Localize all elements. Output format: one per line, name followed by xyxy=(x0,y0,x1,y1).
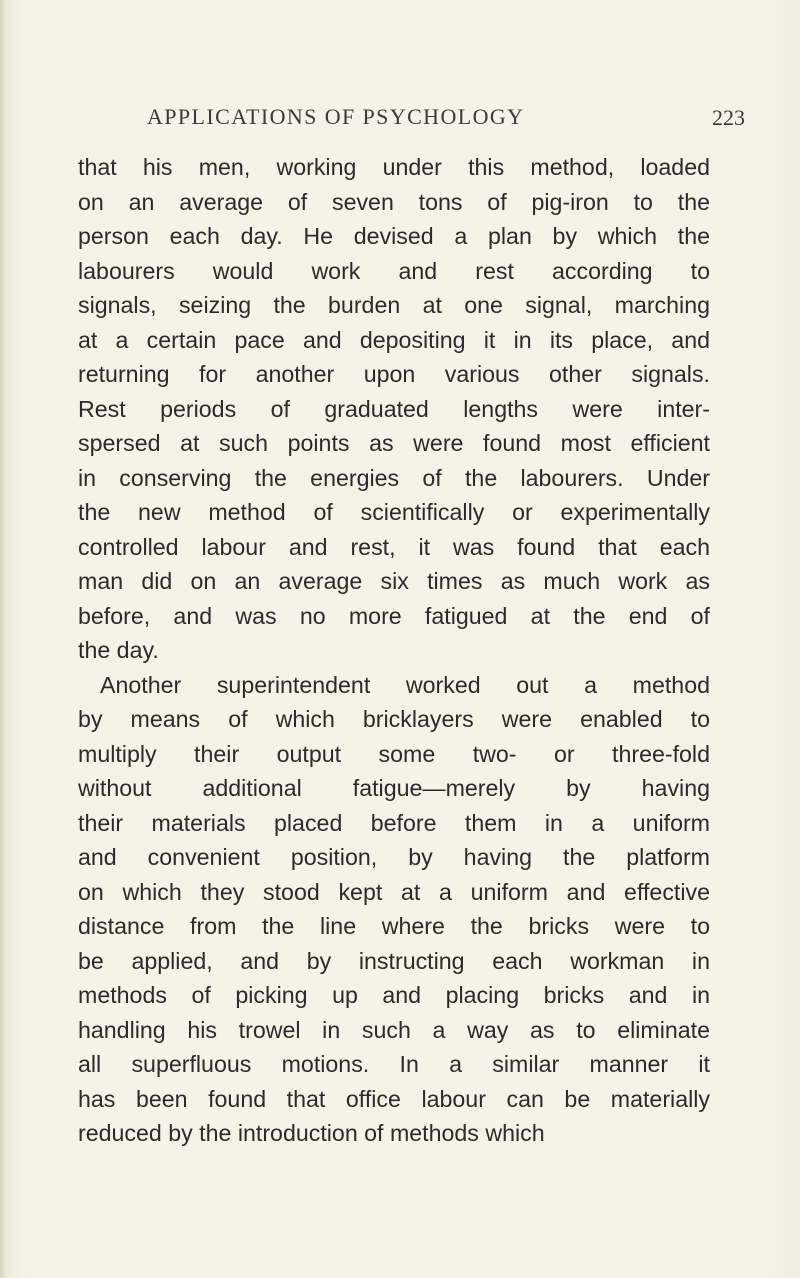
page-number: 223 xyxy=(712,105,745,130)
page-header xyxy=(0,104,800,134)
paragraph-end-line: the day. xyxy=(78,637,159,663)
text-line: signals, seizing the burden at one signal, marching xyxy=(78,292,710,318)
text-line: labourers would work and rest according to xyxy=(78,257,710,284)
text-line: their materials placed before them in a uniform xyxy=(78,809,710,836)
text-line: by means of which bricklayers were enabled to xyxy=(78,706,710,732)
text-line: controlled labour and rest, it was found that each xyxy=(78,533,710,560)
text-line: on an average of seven tons of pig-iron to the xyxy=(78,188,710,215)
body-text xyxy=(78,150,710,1151)
text-line: be applied, and by instructing each workman in xyxy=(78,947,710,974)
text-line: that his men, working under this method, loaded xyxy=(78,154,710,180)
text-line: reduced by the introduction of methods which xyxy=(78,1120,545,1146)
text-line: before, and was no more fatigued at the end of xyxy=(78,602,710,629)
text-line: man did on an average six times as much work as xyxy=(78,568,710,594)
text-line: handling his trowel in such a way as to eliminate xyxy=(78,1016,710,1043)
running-head: APPLICATIONS OF PSYCHOLOGY xyxy=(147,104,525,129)
text-line: Rest periods of graduated lengths were inter- xyxy=(78,395,710,422)
text-line: returning for another upon various other signals. xyxy=(78,361,710,387)
text-line: methods of picking up and placing bricks and in xyxy=(78,982,710,1008)
paragraph-start-line: Another superintendent worked out a method xyxy=(100,671,710,698)
text-line: spersed at such points as were found most efficient xyxy=(78,430,710,456)
text-line: has been found that office labour can be materially xyxy=(78,1085,710,1112)
text-line: distance from the line where the bricks were to xyxy=(78,913,710,939)
text-line: the new method of scientifically or experimentally xyxy=(78,499,710,525)
text-line: person each day. He devised a plan by which the xyxy=(78,223,710,249)
text-line: without additional fatigue—merely by having xyxy=(78,775,710,801)
text-line: in conserving the energies of the labourers. Under xyxy=(78,464,710,491)
text-line: at a certain pace and depositing it in its place, and xyxy=(78,326,710,353)
text-line: all superfluous motions. In a similar manner it xyxy=(78,1051,710,1077)
text-line: multiply their output some two- or three-fold xyxy=(78,740,710,767)
text-line: and convenient position, by having the platform xyxy=(78,844,710,870)
text-line: on which they stood kept at a uniform and effective xyxy=(78,878,710,905)
